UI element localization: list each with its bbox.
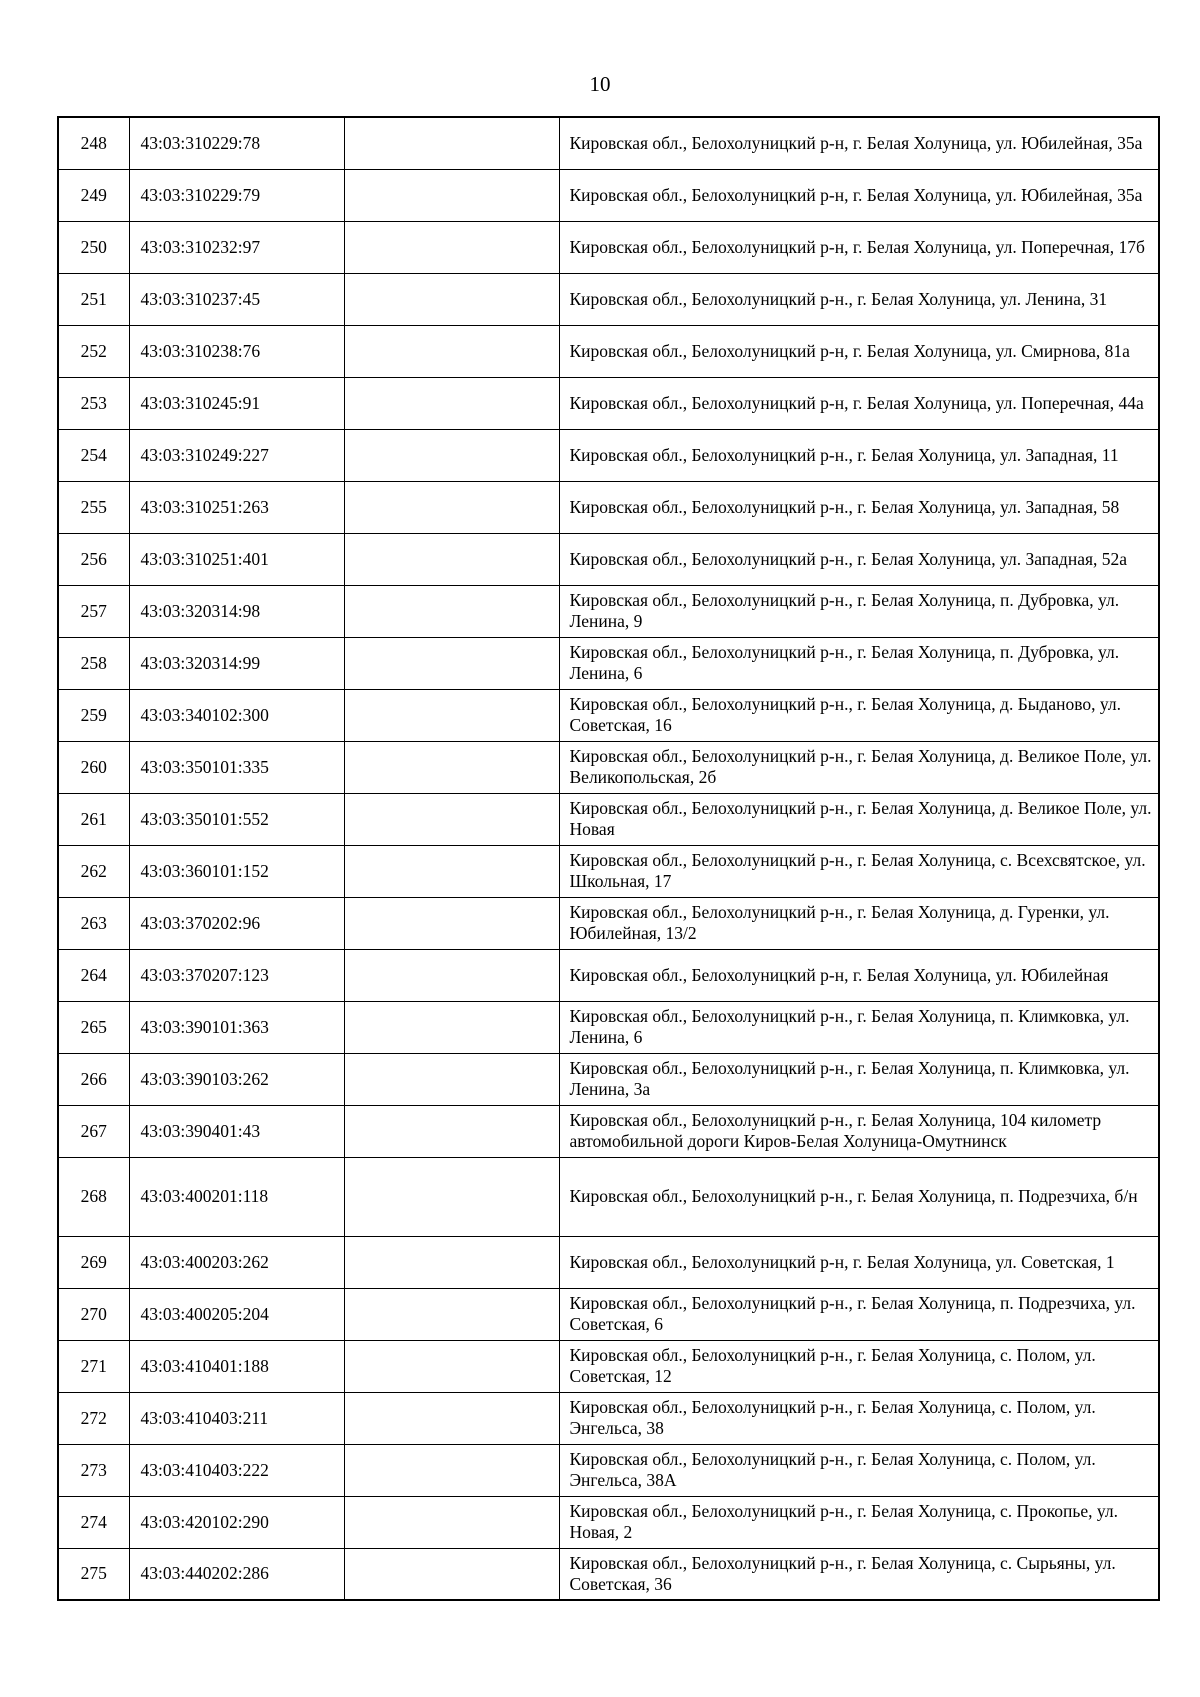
property-table: [57, 116, 1160, 1601]
cadastral-number-cell: 43:03:310251:401: [129, 533, 344, 585]
row-number-cell: 261: [58, 793, 129, 845]
address-cell: Кировская обл., Белохолуницкий р-н, г. Белая Холуница, ул. Юбилейная: [559, 949, 1159, 1001]
cadastral-number-cell: 43:03:410401:188: [129, 1340, 344, 1392]
cadastral-number-cell: 43:03:310249:227: [129, 429, 344, 481]
address-cell: Кировская обл., Белохолуницкий р-н, г. Белая Холуница, ул. Поперечная, 44а: [559, 377, 1159, 429]
cadastral-number-cell: 43:03:410403:211: [129, 1392, 344, 1444]
cadastral-number-cell: 43:03:390103:262: [129, 1053, 344, 1105]
address-cell: Кировская обл., Белохолуницкий р-н., г. Белая Холуница, п. Климковка, ул. Ленина, 6: [559, 1001, 1159, 1053]
table-row: [58, 1548, 1159, 1600]
owner-cell: [344, 1444, 559, 1496]
owner-cell: [344, 377, 559, 429]
row-number-cell: 264: [58, 949, 129, 1001]
owner-cell: [344, 845, 559, 897]
address-cell: Кировская обл., Белохолуницкий р-н., г. Белая Холуница, с. Полом, ул. Энгельса, 38А: [559, 1444, 1159, 1496]
table-row: [58, 689, 1159, 741]
table-body: [58, 117, 1159, 1600]
row-number-cell: 270: [58, 1288, 129, 1340]
table-row: [58, 1157, 1159, 1236]
row-number-cell: 269: [58, 1236, 129, 1288]
cadastral-number-cell: 43:03:320314:98: [129, 585, 344, 637]
owner-cell: [344, 117, 559, 169]
owner-cell: [344, 481, 559, 533]
cadastral-number-cell: 43:03:310238:76: [129, 325, 344, 377]
address-cell: Кировская обл., Белохолуницкий р-н., г. Белая Холуница, с. Прокопье, ул. Новая, 2: [559, 1496, 1159, 1548]
cadastral-number-cell: 43:03:390401:43: [129, 1105, 344, 1157]
address-cell: Кировская обл., Белохолуницкий р-н., г. Белая Холуница, п. Климковка, ул. Ленина, 3а: [559, 1053, 1159, 1105]
table-row: [58, 1392, 1159, 1444]
owner-cell: [344, 1157, 559, 1236]
table-row: [58, 1053, 1159, 1105]
owner-cell: [344, 325, 559, 377]
cadastral-number-cell: 43:03:310251:263: [129, 481, 344, 533]
table-row: [58, 169, 1159, 221]
address-cell: Кировская обл., Белохолуницкий р-н., г. Белая Холуница, ул. Западная, 11: [559, 429, 1159, 481]
owner-cell: [344, 221, 559, 273]
address-cell: Кировская обл., Белохолуницкий р-н., г. Белая Холуница, д. Великое Поле, ул. Великопольская, 2б: [559, 741, 1159, 793]
row-number-cell: 258: [58, 637, 129, 689]
table-row: [58, 741, 1159, 793]
cadastral-number-cell: 43:03:310237:45: [129, 273, 344, 325]
cadastral-number-cell: 43:03:400205:204: [129, 1288, 344, 1340]
table-row: [58, 1496, 1159, 1548]
address-cell: Кировская обл., Белохолуницкий р-н., г. Белая Холуница, ул. Западная, 52а: [559, 533, 1159, 585]
table-row: [58, 273, 1159, 325]
table-row: [58, 1340, 1159, 1392]
address-cell: Кировская обл., Белохолуницкий р-н., г. Белая Холуница, п. Подрезчиха, ул. Советская, 6: [559, 1288, 1159, 1340]
row-number-cell: 272: [58, 1392, 129, 1444]
table-row: [58, 481, 1159, 533]
address-cell: Кировская обл., Белохолуницкий р-н, г. Белая Холуница, ул. Юбилейная, 35а: [559, 117, 1159, 169]
table-row: [58, 897, 1159, 949]
cadastral-number-cell: 43:03:400203:262: [129, 1236, 344, 1288]
owner-cell: [344, 689, 559, 741]
address-cell: Кировская обл., Белохолуницкий р-н., г. Белая Холуница, с. Сырьяны, ул. Советская, 36: [559, 1548, 1159, 1600]
owner-cell: [344, 1548, 559, 1600]
address-cell: Кировская обл., Белохолуницкий р-н., г. Белая Холуница, д. Гуренки, ул. Юбилейная, 13/2: [559, 897, 1159, 949]
owner-cell: [344, 585, 559, 637]
table-row: [58, 637, 1159, 689]
address-cell: Кировская обл., Белохолуницкий р-н., г. Белая Холуница, п. Подрезчиха, б/н: [559, 1157, 1159, 1236]
row-number-cell: 248: [58, 117, 129, 169]
cadastral-number-cell: 43:03:370202:96: [129, 897, 344, 949]
table-row: [58, 221, 1159, 273]
address-cell: Кировская обл., Белохолуницкий р-н., г. Белая Холуница, ул. Западная, 58: [559, 481, 1159, 533]
address-cell: Кировская обл., Белохолуницкий р-н., г. Белая Холуница, с. Полом, ул. Энгельса, 38: [559, 1392, 1159, 1444]
owner-cell: [344, 1236, 559, 1288]
row-number-cell: 252: [58, 325, 129, 377]
cadastral-number-cell: 43:03:310232:97: [129, 221, 344, 273]
row-number-cell: 262: [58, 845, 129, 897]
cadastral-number-cell: 43:03:340102:300: [129, 689, 344, 741]
owner-cell: [344, 273, 559, 325]
table-row: [58, 117, 1159, 169]
row-number-cell: 267: [58, 1105, 129, 1157]
table-row: [58, 949, 1159, 1001]
address-cell: Кировская обл., Белохолуницкий р-н., г. Белая Холуница, д. Великое Поле, ул. Новая: [559, 793, 1159, 845]
owner-cell: [344, 1053, 559, 1105]
owner-cell: [344, 1001, 559, 1053]
table-row: [58, 1105, 1159, 1157]
row-number-cell: 249: [58, 169, 129, 221]
cadastral-number-cell: 43:03:440202:286: [129, 1548, 344, 1600]
address-cell: Кировская обл., Белохолуницкий р-н., г. Белая Холуница, ул. Ленина, 31: [559, 273, 1159, 325]
address-cell: Кировская обл., Белохолуницкий р-н, г. Белая Холуница, ул. Поперечная, 17б: [559, 221, 1159, 273]
owner-cell: [344, 741, 559, 793]
cadastral-number-cell: 43:03:310229:79: [129, 169, 344, 221]
cadastral-number-cell: 43:03:320314:99: [129, 637, 344, 689]
owner-cell: [344, 1105, 559, 1157]
address-cell: Кировская обл., Белохолуницкий р-н., г. Белая Холуница, 104 километр автомобильной дороги Киров-Белая Холуница-Омутнинск: [559, 1105, 1159, 1157]
row-number-cell: 265: [58, 1001, 129, 1053]
table-row: [58, 377, 1159, 429]
row-number-cell: 268: [58, 1157, 129, 1236]
table-row: [58, 585, 1159, 637]
row-number-cell: 274: [58, 1496, 129, 1548]
address-cell: Кировская обл., Белохолуницкий р-н., г. Белая Холуница, с. Полом, ул. Советская, 12: [559, 1340, 1159, 1392]
table-row: [58, 1288, 1159, 1340]
address-cell: Кировская обл., Белохолуницкий р-н, г. Белая Холуница, ул. Смирнова, 81а: [559, 325, 1159, 377]
address-cell: Кировская обл., Белохолуницкий р-н, г. Белая Холуница, ул. Советская, 1: [559, 1236, 1159, 1288]
cadastral-number-cell: 43:03:310229:78: [129, 117, 344, 169]
row-number-cell: 260: [58, 741, 129, 793]
table-row: [58, 325, 1159, 377]
row-number-cell: 263: [58, 897, 129, 949]
row-number-cell: 275: [58, 1548, 129, 1600]
owner-cell: [344, 949, 559, 1001]
row-number-cell: 253: [58, 377, 129, 429]
page-number: 10: [589, 72, 611, 96]
table-row: [58, 1236, 1159, 1288]
row-number-cell: 255: [58, 481, 129, 533]
table-row: [58, 533, 1159, 585]
owner-cell: [344, 1496, 559, 1548]
cadastral-number-cell: 43:03:410403:222: [129, 1444, 344, 1496]
row-number-cell: 250: [58, 221, 129, 273]
cadastral-number-cell: 43:03:390101:363: [129, 1001, 344, 1053]
table-row: [58, 793, 1159, 845]
row-number-cell: 251: [58, 273, 129, 325]
row-number-cell: 257: [58, 585, 129, 637]
owner-cell: [344, 1392, 559, 1444]
owner-cell: [344, 637, 559, 689]
owner-cell: [344, 533, 559, 585]
owner-cell: [344, 897, 559, 949]
address-cell: Кировская обл., Белохолуницкий р-н, г. Белая Холуница, ул. Юбилейная, 35а: [559, 169, 1159, 221]
table-row: [58, 429, 1159, 481]
table-row: [58, 1444, 1159, 1496]
row-number-cell: 266: [58, 1053, 129, 1105]
cadastral-number-cell: 43:03:350101:335: [129, 741, 344, 793]
owner-cell: [344, 1340, 559, 1392]
row-number-cell: 254: [58, 429, 129, 481]
address-cell: Кировская обл., Белохолуницкий р-н., г. Белая Холуница, с. Всехсвятское, ул. Школьная, 17: [559, 845, 1159, 897]
cadastral-number-cell: 43:03:350101:552: [129, 793, 344, 845]
table-row: [58, 845, 1159, 897]
address-cell: Кировская обл., Белохолуницкий р-н., г. Белая Холуница, п. Дубровка, ул. Ленина, 6: [559, 637, 1159, 689]
row-number-cell: 256: [58, 533, 129, 585]
row-number-cell: 271: [58, 1340, 129, 1392]
address-cell: Кировская обл., Белохолуницкий р-н., г. Белая Холуница, д. Быданово, ул. Советская, 16: [559, 689, 1159, 741]
cadastral-number-cell: 43:03:420102:290: [129, 1496, 344, 1548]
cadastral-number-cell: 43:03:310245:91: [129, 377, 344, 429]
cadastral-number-cell: 43:03:360101:152: [129, 845, 344, 897]
owner-cell: [344, 169, 559, 221]
cadastral-number-cell: 43:03:370207:123: [129, 949, 344, 1001]
owner-cell: [344, 1288, 559, 1340]
owner-cell: [344, 793, 559, 845]
cadastral-number-cell: 43:03:400201:118: [129, 1157, 344, 1236]
row-number-cell: 259: [58, 689, 129, 741]
table-row: [58, 1001, 1159, 1053]
row-number-cell: 273: [58, 1444, 129, 1496]
owner-cell: [344, 429, 559, 481]
address-cell: Кировская обл., Белохолуницкий р-н., г. Белая Холуница, п. Дубровка, ул. Ленина, 9: [559, 585, 1159, 637]
